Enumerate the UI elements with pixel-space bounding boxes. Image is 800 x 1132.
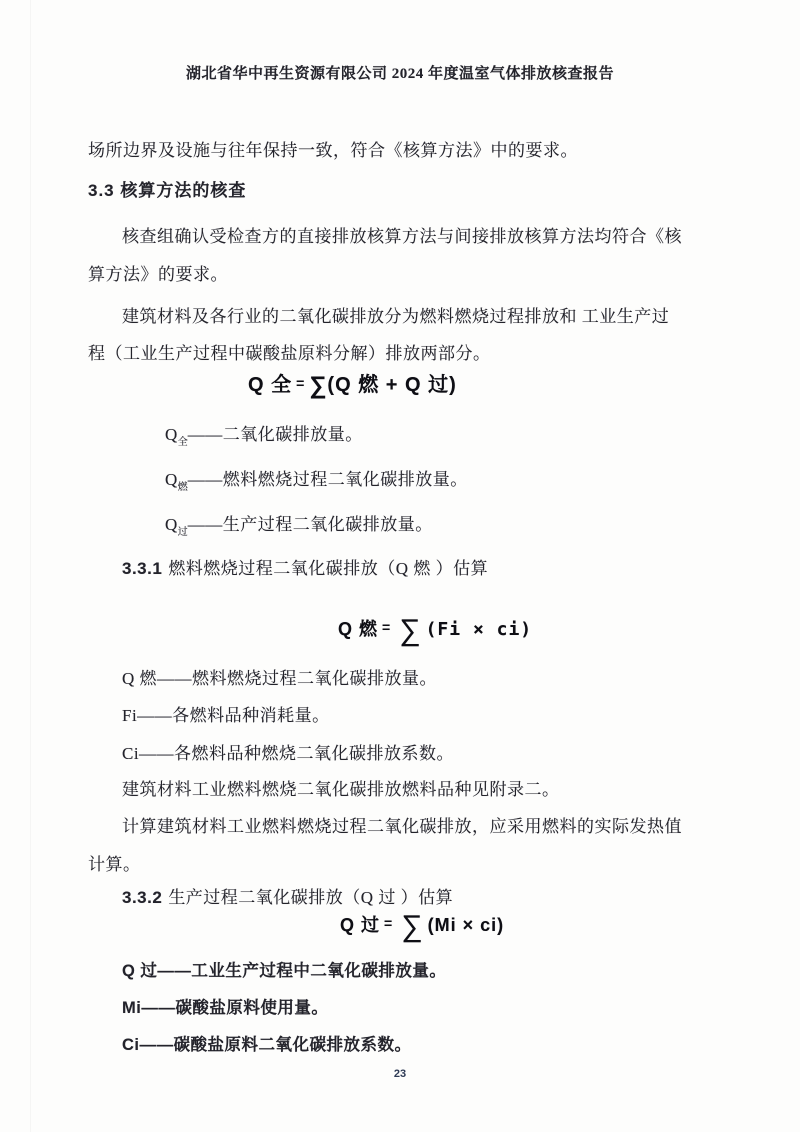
definition-subscript: 全 — [177, 437, 188, 448]
definition-symbol: Q — [165, 515, 178, 534]
formula-total-lhs: Q 全 — [248, 374, 293, 396]
formula-fuel-emissions — [338, 614, 532, 648]
definition-process-q: Q 过——工业生产过程中二氧化碳排放量。 — [122, 962, 447, 980]
formula-fuel-lhs: Q 燃 — [338, 619, 379, 639]
formula-total-rhs: (Q 燃 + Q 过) — [327, 374, 457, 396]
paragraph-3-line-2: 计算。 — [88, 855, 141, 874]
formula-process-emissions — [340, 910, 504, 944]
sigma-symbol: ∑ — [309, 372, 328, 399]
definition-subscript: 过 — [177, 527, 188, 538]
definition-fuel-ci: Ci——各燃料品种燃烧二氧化碳排放系数。 — [122, 744, 455, 763]
section-3-3-heading: 3.3 核算方法的核查 — [88, 181, 247, 200]
paragraph-1-line-2: 算方法》的要求。 — [88, 265, 228, 284]
definition-process-ci: Ci——碳酸盐原料二氧化碳排放系数。 — [122, 1036, 412, 1054]
definition-text: ——生产过程二氧化碳排放量。 — [187, 515, 433, 534]
paragraph-2-line-2: 程（工业生产过程中碳酸盐原料分解）排放两部分。 — [88, 344, 491, 363]
formula-total-emissions — [248, 368, 457, 400]
equals-sign: = — [296, 375, 306, 391]
paragraph-intro: 场所边界及设施与往年保持一致，符合《核算方法》中的要求。 — [88, 141, 578, 160]
paragraph-1-line-1: 核查组确认受检查方的直接排放核算方法与间接排放核算方法均符合《核 — [122, 227, 682, 246]
formula-process-lhs: Q 过 — [340, 915, 381, 935]
definition-symbol: Q — [165, 470, 178, 489]
formula-process-rhs: (Mi × ci) — [427, 915, 505, 935]
sigma-symbol: ∑ — [401, 910, 424, 943]
definition-subscript: 燃 — [177, 482, 188, 493]
section-number: 3.3.2 — [122, 888, 163, 907]
sigma-symbol: ∑ — [399, 614, 422, 647]
equals-sign: = — [384, 915, 394, 931]
definition-q-process — [165, 510, 433, 538]
section-title: 燃料燃烧过程二氧化碳排放（Q 燃 ）估算 — [168, 559, 489, 578]
section-number: 3.3.1 — [122, 559, 163, 578]
paragraph-2-line-1: 建筑材料及各行业的二氧化碳排放分为燃料燃烧过程排放和 工业生产过 — [122, 307, 670, 326]
section-3-3-1-heading — [122, 554, 488, 579]
section-3-3-2-heading — [122, 883, 453, 908]
equals-sign: = — [382, 619, 392, 635]
definition-symbol: Q — [165, 425, 178, 444]
report-header-title: 湖北省华中再生资源有限公司 2024 年度温室气体排放核查报告 — [185, 66, 614, 82]
paragraph-3-line-1: 计算建筑材料工业燃料燃烧过程二氧化碳排放，应采用燃料的实际发热值 — [122, 817, 682, 836]
definition-text: ——燃料燃烧过程二氧化碳排放量。 — [187, 470, 468, 489]
section-title: 生产过程二氧化碳排放（Q 过 ）估算 — [168, 888, 454, 907]
formula-fuel-rhs: (Fi × ci) — [425, 619, 533, 640]
page-number: 23 — [393, 1068, 407, 1080]
definition-process-mi: Mi——碳酸盐原料使用量。 — [122, 999, 329, 1017]
definition-q-fuel — [165, 465, 468, 493]
definition-q-total — [165, 420, 363, 448]
note-appendix-two: 建筑材料工业燃料燃烧二氧化碳排放燃料品种见附录二。 — [122, 780, 560, 799]
definition-fuel-q: Q 燃——燃料燃烧过程二氧化碳排放量。 — [122, 669, 438, 688]
definition-text: ——二氧化碳排放量。 — [187, 425, 363, 444]
definition-fuel-fi: Fi——各燃料品种消耗量。 — [122, 706, 330, 725]
